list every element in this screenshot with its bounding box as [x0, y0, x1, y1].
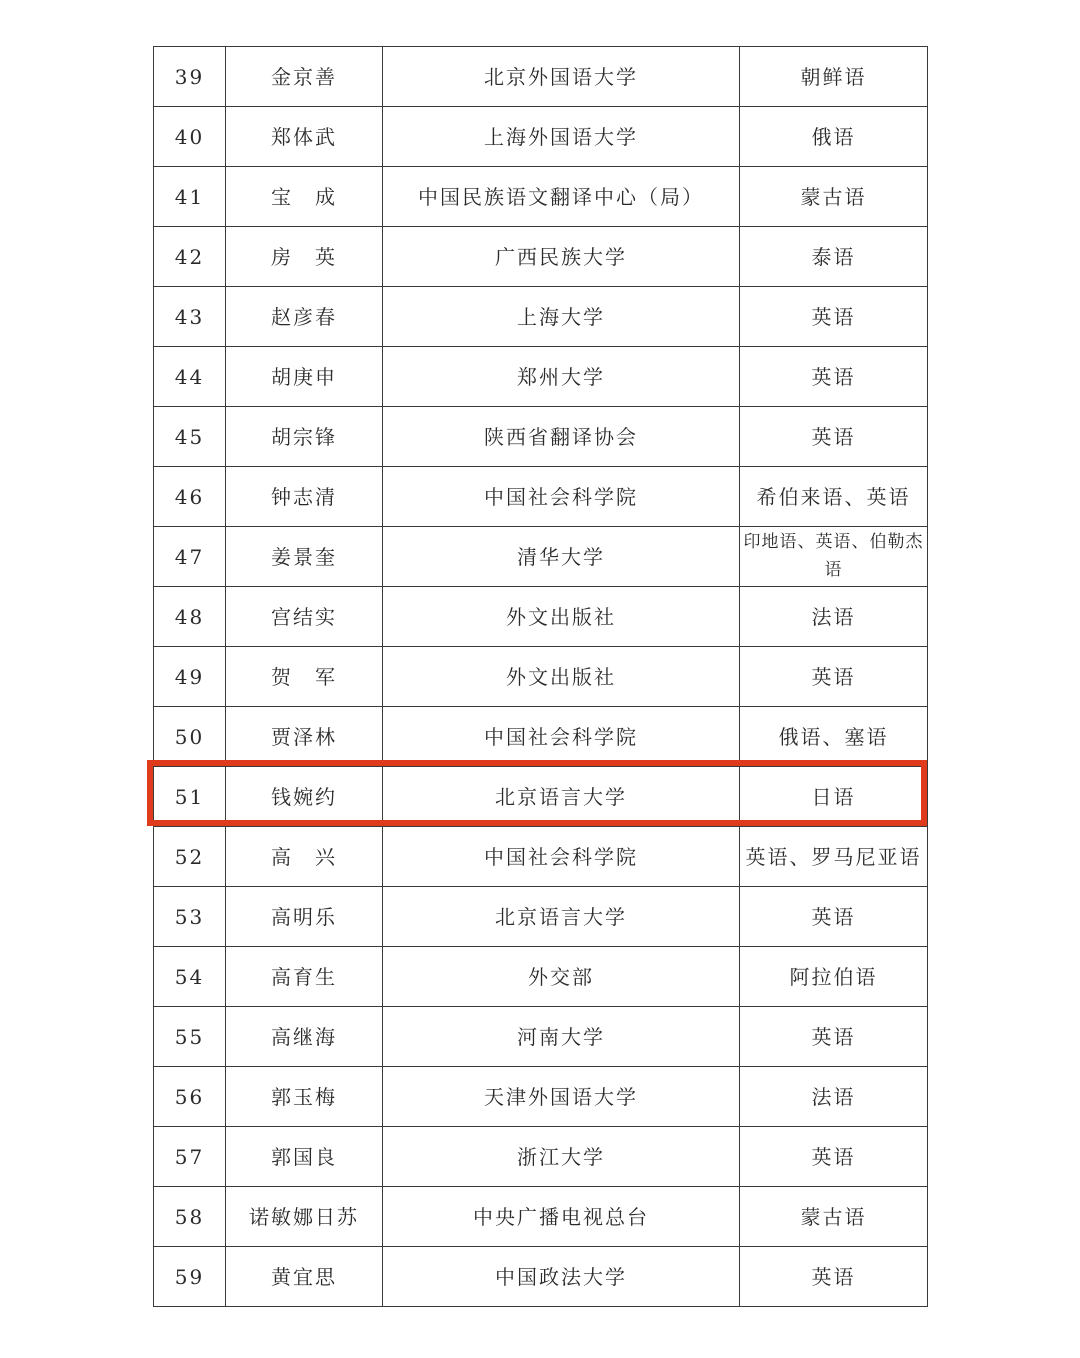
language-cell: 俄语	[740, 107, 928, 167]
language-cell: 英语	[740, 1127, 928, 1187]
language-cell: 日语	[740, 767, 928, 827]
language-cell: 希伯来语、英语	[740, 467, 928, 527]
table-row	[154, 287, 928, 347]
name-cell: 郑体武	[226, 107, 383, 167]
row-number-cell: 52	[154, 827, 226, 887]
row-number-cell: 45	[154, 407, 226, 467]
row-number-cell: 46	[154, 467, 226, 527]
name-cell: 金京善	[226, 47, 383, 107]
row-number-cell: 57	[154, 1127, 226, 1187]
organization-cell: 中国社会科学院	[383, 467, 740, 527]
organization-cell: 上海大学	[383, 287, 740, 347]
language-cell: 蒙古语	[740, 167, 928, 227]
language-cell: 法语	[740, 587, 928, 647]
table-row	[154, 227, 928, 287]
row-number-cell: 59	[154, 1247, 226, 1307]
organization-cell: 河南大学	[383, 1007, 740, 1067]
row-number-cell: 43	[154, 287, 226, 347]
table-row	[154, 827, 928, 887]
name-cell: 胡宗锋	[226, 407, 383, 467]
organization-cell: 清华大学	[383, 527, 740, 587]
language-cell: 阿拉伯语	[740, 947, 928, 1007]
table-row	[154, 47, 928, 107]
row-number-cell: 50	[154, 707, 226, 767]
organization-cell: 郑州大学	[383, 347, 740, 407]
name-cell: 郭玉梅	[226, 1067, 383, 1127]
table-row	[154, 767, 928, 827]
organization-cell: 中国社会科学院	[383, 827, 740, 887]
name-cell: 高继海	[226, 1007, 383, 1067]
organization-cell: 外交部	[383, 947, 740, 1007]
name-cell: 胡庚申	[226, 347, 383, 407]
organization-cell: 上海外国语大学	[383, 107, 740, 167]
name-cell: 诺敏娜日苏	[226, 1187, 383, 1247]
table-row	[154, 107, 928, 167]
organization-cell: 北京外国语大学	[383, 47, 740, 107]
language-cell: 俄语、塞语	[740, 707, 928, 767]
language-cell: 蒙古语	[740, 1187, 928, 1247]
name-cell: 宫结实	[226, 587, 383, 647]
language-cell: 朝鲜语	[740, 47, 928, 107]
table-row	[154, 167, 928, 227]
table-row	[154, 1187, 928, 1247]
row-number-cell: 42	[154, 227, 226, 287]
organization-cell: 广西民族大学	[383, 227, 740, 287]
table-row	[154, 587, 928, 647]
language-cell: 英语	[740, 407, 928, 467]
organization-cell: 陕西省翻译协会	[383, 407, 740, 467]
row-number-cell: 39	[154, 47, 226, 107]
organization-cell: 中国政法大学	[383, 1247, 740, 1307]
name-cell: 房 英	[226, 227, 383, 287]
row-number-cell: 53	[154, 887, 226, 947]
name-cell: 贾泽林	[226, 707, 383, 767]
language-cell: 英语	[740, 1247, 928, 1307]
organization-cell: 北京语言大学	[383, 767, 740, 827]
language-cell: 印地语、英语、伯勒杰语	[740, 527, 928, 587]
language-cell: 英语	[740, 887, 928, 947]
name-cell: 黄宜思	[226, 1247, 383, 1307]
table-row	[154, 1127, 928, 1187]
organization-cell: 天津外国语大学	[383, 1067, 740, 1127]
name-cell: 赵彦春	[226, 287, 383, 347]
organization-cell: 中央广播电视总台	[383, 1187, 740, 1247]
roster-table-body	[154, 47, 928, 1307]
table-row	[154, 1007, 928, 1067]
organization-cell: 外文出版社	[383, 587, 740, 647]
name-cell: 高 兴	[226, 827, 383, 887]
language-cell: 英语	[740, 347, 928, 407]
row-number-cell: 56	[154, 1067, 226, 1127]
table-row	[154, 947, 928, 1007]
language-cell: 法语	[740, 1067, 928, 1127]
row-number-cell: 48	[154, 587, 226, 647]
table-row	[154, 407, 928, 467]
translator-roster-table	[153, 46, 928, 1307]
organization-cell: 浙江大学	[383, 1127, 740, 1187]
table-row	[154, 1067, 928, 1127]
language-cell: 英语、罗马尼亚语	[740, 827, 928, 887]
row-number-cell: 58	[154, 1187, 226, 1247]
language-cell: 英语	[740, 287, 928, 347]
row-number-cell: 44	[154, 347, 226, 407]
organization-cell: 外文出版社	[383, 647, 740, 707]
row-number-cell: 55	[154, 1007, 226, 1067]
name-cell: 郭国良	[226, 1127, 383, 1187]
row-number-cell: 51	[154, 767, 226, 827]
table-row	[154, 527, 928, 587]
row-number-cell: 54	[154, 947, 226, 1007]
row-number-cell: 41	[154, 167, 226, 227]
organization-cell: 中国社会科学院	[383, 707, 740, 767]
name-cell: 钟志清	[226, 467, 383, 527]
table-row	[154, 347, 928, 407]
name-cell: 宝 成	[226, 167, 383, 227]
language-cell: 英语	[740, 1007, 928, 1067]
name-cell: 钱婉约	[226, 767, 383, 827]
row-number-cell: 49	[154, 647, 226, 707]
table-row	[154, 647, 928, 707]
name-cell: 高明乐	[226, 887, 383, 947]
name-cell: 贺 军	[226, 647, 383, 707]
language-cell: 泰语	[740, 227, 928, 287]
organization-cell: 中国民族语文翻译中心（局）	[383, 167, 740, 227]
roster-sheet	[153, 46, 927, 1307]
row-number-cell: 40	[154, 107, 226, 167]
row-number-cell: 47	[154, 527, 226, 587]
organization-cell: 北京语言大学	[383, 887, 740, 947]
name-cell: 高育生	[226, 947, 383, 1007]
name-cell: 姜景奎	[226, 527, 383, 587]
table-row	[154, 1247, 928, 1307]
table-row	[154, 467, 928, 527]
language-cell: 英语	[740, 647, 928, 707]
table-row	[154, 887, 928, 947]
table-row	[154, 707, 928, 767]
